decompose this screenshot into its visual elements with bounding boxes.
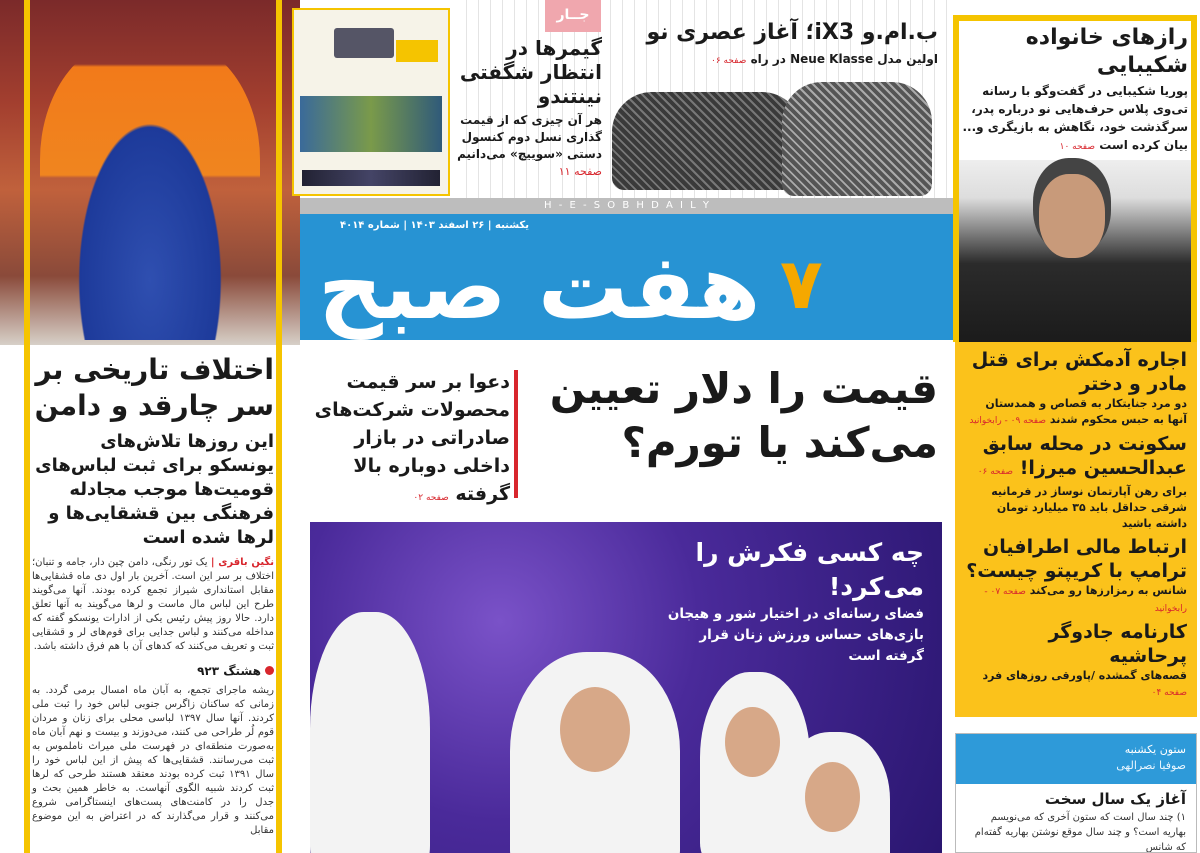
left-body-text: یک تور رنگی، دامن چین دار، جامه و تنبان؛ اختلاف بر سر این است. آخرین بار اول دی ماه قشقایی‌ها مقابل استانداری شیراز تجمع کرده بودند. آنها می‌گویند طرح این لباس مال ماست و لرها می‌گویند به آنها تعلق دارد. حالا روز پیش رئیس یکی از ادارات یونسکو گفته که مداخله می‌کنند و لباس جدایی برای قوم‌های لر و قشقایی ثبت و تعریف می‌کنند که کدهای آن با هم فرق داشته باشد. — [32, 557, 274, 652]
games-sub — [456, 112, 602, 180]
brief-sub-text: قصه‌های گمشده /پاورقی روزهای فرد — [982, 669, 1187, 682]
womens-sports-photo — [310, 522, 942, 853]
hashtag-title: هشتگ ۹۲۳ — [197, 664, 261, 678]
car-sub — [608, 52, 938, 66]
car-sub-text: اولین مدل Neue Klasse در راه — [750, 52, 938, 66]
sunday-column — [955, 733, 1197, 853]
side-page-ref[interactable]: صفحه ۰۲ — [413, 493, 449, 503]
dress-figure — [40, 40, 260, 340]
brief-headline[interactable]: اجاره آدمکش برای قتل مادر و دختر — [971, 349, 1187, 395]
games-sub-text: هر آن چیزی که از قیمت گذاری نسل دوم کنسول دستی «سوییچ» می‌دانیم — [457, 113, 602, 161]
red-divider — [514, 370, 518, 498]
games-page-thumbnail[interactable] — [292, 8, 450, 196]
masthead-letter-strip: H - E - S O B H D A I L Y — [300, 198, 955, 214]
athlete-figure — [310, 612, 430, 853]
games-headline[interactable]: گیمرها در انتظار شگفتی نینتندو — [459, 36, 602, 108]
interview-sub — [962, 82, 1188, 156]
column-author: صوفیا نصرالهی — [1116, 759, 1186, 772]
left-frame-strip — [24, 0, 30, 853]
brief-page-ref[interactable]: صفحه ۰۹ - رابخوانید — [969, 416, 1047, 426]
athlete-figure — [510, 652, 680, 853]
left-body-2: ریشه ماجرای تجمع، به آبان ماه امسال برمی گردد. به زمانی که ساکنان زاگرس جنوبی لباس خود را ثبت ملی کردند. آنها سال ۱۳۹۷ لباسی محلی برای زنان و مردان قوم لُر طراحی می کنند، می‌دوزند و بیست و نهم آبان ماه به‌صورت منطقه‌ای در فهرست ملی میراث ناملموس به ثبت می‌رسانند. قشقایی‌ها که پیش از این لباس خود را سال ۱۳۹۱ ثبت کرده بودند معتقد هستند طرحی که لرها ثبت کردند شبیه الگوی آنهاست. به خاطر همین بحث و جدل را در کامنت‌های پست‌های اینستاگرامی شروع می‌کنند و قرار می‌گذارند که در اعتراض به این موضوع مقابل — [32, 685, 274, 836]
brief-page-ref[interactable]: صفحه ۰۷ - رابخوانید — [984, 587, 1187, 614]
interview-photo — [959, 160, 1191, 342]
dateline: یکشنبه | ۲۶ اسفند ۱۴۰۳ | شماره ۴۰۱۴ — [340, 220, 529, 231]
brief-headline-text: سکونت در محله سابق عبدالحسین میرزا! — [982, 433, 1187, 479]
column-label: ستون یکشنبه — [1124, 743, 1186, 756]
left-subhead: این روزها تلاش‌های یونسکو برای ثبت لباس‌های قومیت‌ها موجب مجادله فرهنگی بین قشقایی‌ها و لرها شده است — [35, 431, 274, 548]
left-article — [32, 352, 274, 838]
brief-sub-text: دو مرد جنایتکار به قصاص و همدستان آنها به حبس محکوم شدند — [985, 397, 1187, 426]
news-briefs — [955, 342, 1197, 717]
interview-headline[interactable]: رازهای خانواده شکیبایی — [1025, 25, 1188, 78]
games-page-ref[interactable]: صفحه ۱۱ — [558, 165, 602, 178]
side-headline — [310, 368, 510, 512]
brief-headline[interactable] — [965, 432, 1187, 484]
traditional-dress-photo — [0, 0, 300, 345]
interview-sub-text: پوریا شکیبایی در گفت‌وگو با رسانه تی‌وی پلاس حرف‌هایی نو درباره پدر، سرگذشت خود، نگاهش به بازیگری و... بیان کرده است — [962, 84, 1188, 152]
section-badge: جــار — [545, 0, 601, 32]
column-title[interactable]: آغاز یک سال سخت — [1044, 790, 1186, 808]
left-headline[interactable]: اختلاف تاریخی بر سر چارقد و دامن — [34, 353, 274, 422]
interview-page-ref[interactable]: صفحه ۱۰ — [1059, 142, 1095, 152]
photo-caption — [624, 536, 924, 667]
portrait-face — [1039, 174, 1105, 258]
interview-text — [962, 24, 1188, 156]
photo-headline[interactable]: چه کسی فکرش را می‌کرد! — [695, 538, 924, 601]
brief-page-ref[interactable]: صفحه ۰۶ — [977, 467, 1014, 477]
brief-headline[interactable]: کارنامه جادوگر پرحاشیه — [1048, 621, 1187, 667]
brief-sub — [965, 668, 1187, 701]
main-headline[interactable]: قیمت را دلار تعیین می‌کند یا تورم؟ — [549, 364, 938, 467]
brief-headline[interactable]: ارتباط مالی اطرافیان ترامپ با کریپتو چیست؟ — [966, 536, 1187, 582]
column-text: ۱) چند سال است که ستون آخری که می‌نویسم بهاریه است؟ و چند سال موقع نوشتن بهاریه گفته‌ام که شانس — [974, 812, 1186, 853]
cars-photo — [612, 82, 940, 196]
games-teaser — [456, 36, 602, 180]
athlete-figure — [780, 732, 890, 853]
car-right — [782, 82, 932, 196]
hashtag-section — [32, 664, 274, 678]
brief-sub — [965, 396, 1187, 429]
brief-sub — [965, 583, 1187, 617]
car-headline[interactable]: ب.ام.و iX3؛ آغاز عصری نو — [646, 20, 938, 45]
photo-sub: فضای رسانه‌ای در اختیار شور و هیجان بازی‌های حساس ورزش زنان قرار گرفته است — [667, 606, 924, 664]
right-frame-strip — [276, 0, 282, 853]
author-name: نگین باقری | — [210, 557, 274, 568]
left-body-1 — [32, 556, 274, 654]
brief-sub-text: شانس به رمزارزها رو می‌کند — [1029, 584, 1187, 597]
bullet-icon — [265, 666, 274, 675]
brief-page-ref[interactable]: صفحه ۰۴ — [1151, 688, 1187, 698]
logo-seven-mark: ۷ — [780, 243, 823, 325]
brief-sub: برای رهن آپارتمان نوساز در فرمانیه شرقی حداقل باید ۳۵ میلیارد تومان داشته باشید — [991, 485, 1187, 530]
column-header — [956, 734, 1196, 784]
side-headline-text[interactable]: دعوا بر سر قیمت محصولات شرکت‌های صادراتی در بازار داخلی دوباره بالا گرفته — [314, 371, 510, 505]
car-page-ref[interactable]: صفحه ۰۶ — [711, 56, 747, 66]
car-left — [612, 92, 802, 190]
newspaper-logo[interactable]: هفت صبح — [318, 235, 761, 340]
masthead — [300, 214, 955, 340]
